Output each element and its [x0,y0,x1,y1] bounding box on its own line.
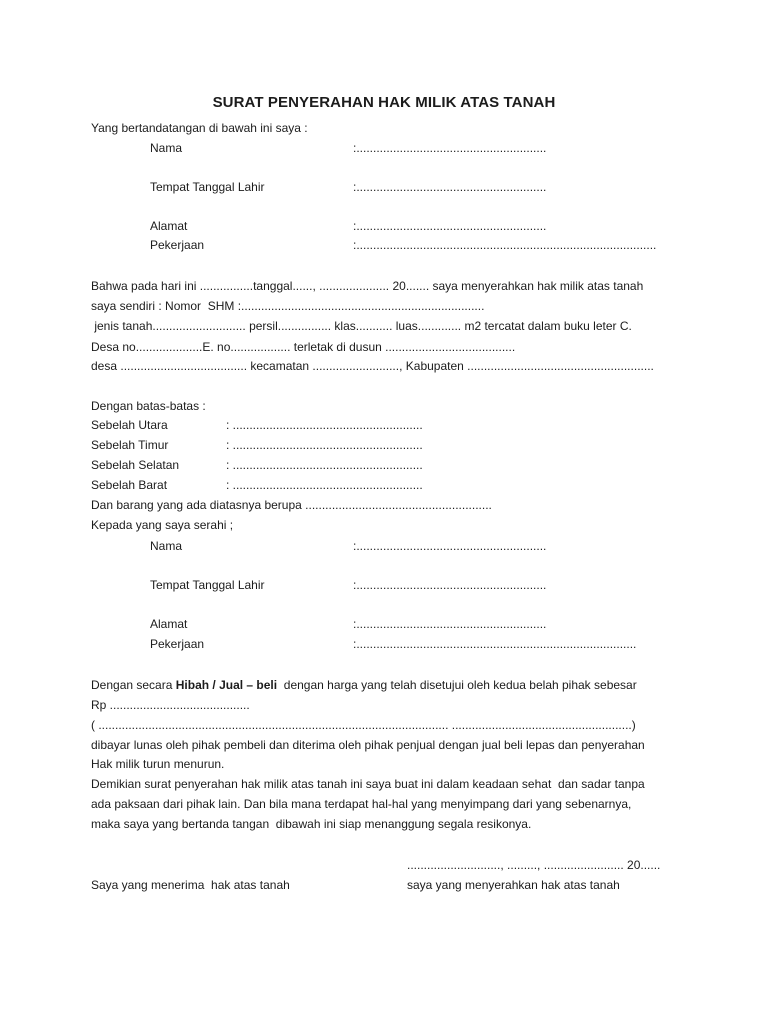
batas-barat-label: Sebelah Barat [91,478,168,492]
batas-barat-value: : ......................................................... [226,478,423,492]
kepada-line: Kepada yang saya serahi ; [91,518,234,532]
batas-heading: Dengan batas-batas : [91,399,206,413]
party2-ttl-value: :......................................................... [353,578,547,592]
payment-line-1-pre: Dengan secara [91,678,176,692]
batas-selatan-label: Sebelah Selatan [91,458,180,472]
intro-text: Yang bertandatangan di bawah ini saya : [91,121,308,135]
party1-alamat-value: :......................................................... [353,219,547,233]
body-line-4: Desa no....................E. no.................. terletak di dusun ....................................... [91,340,516,354]
party2-ttl-label: Tempat Tanggal Lahir [150,578,265,592]
payment-method-bold: Hibah / Jual – beli [175,678,278,692]
party2-pekerjaan-label: Pekerjaan [150,637,205,651]
signature-receiver: Saya yang menerima hak atas tanah [91,878,290,892]
payment-line-6: Demikian surat penyerahan hak milik atas tanah ini saya buat ini dalam keadaan sehat dan sadar tanpa [91,777,645,791]
party1-nama-label: Nama [150,141,183,155]
payment-line-3: ( ......................................................................................................... ......................................................) [91,718,636,732]
body-line-3: jenis tanah............................ persil................ klas........... luas............. m2 tercatat dalam buku leter C. [91,319,632,333]
barang-line: Dan barang yang ada diatasnya berupa ........................................................ [91,498,492,512]
party1-nama-value: :......................................................... [353,141,547,155]
body-line-2: saya sendiri : Nomor SHM :......................................................................... [91,299,485,313]
party2-nama-value: :......................................................... [353,539,547,553]
payment-line-8: maka saya yang bertanda tangan dibawah ini siap menanggung segala resikonya. [91,817,532,831]
party1-alamat-label: Alamat [150,219,188,233]
batas-selatan-value: : ......................................................... [226,458,423,472]
body-line-5: desa ...................................... kecamatan .........................., Kabupaten ........................................................ [91,359,654,373]
document-title: SURAT PENYERAHAN HAK MILIK ATAS TANAH [212,94,556,111]
party2-alamat-value: :......................................................... [353,617,547,631]
body-line-1: Bahwa pada hari ini ................tanggal......, ..................... 20....... saya menyerahkan hak milik atas tanah [91,279,644,293]
payment-line-1-post: dengan harga yang telah disetujui oleh kedua belah pihak sebesar [277,678,637,692]
batas-timur-label: Sebelah Timur [91,438,169,452]
batas-utara-label: Sebelah Utara [91,418,168,432]
batas-utara-value: : ......................................................... [226,418,423,432]
signature-date-line: ............................, ........., ........................ 20...... [407,858,661,872]
party1-pekerjaan-value: :.......................................................................................... [353,238,657,252]
party2-nama-label: Nama [150,539,183,553]
payment-line-5: Hak milik turun menurun. [91,757,225,771]
party2-alamat-label: Alamat [150,617,188,631]
party2-pekerjaan-value: :.................................................................................... [353,637,637,651]
batas-timur-value: : ......................................................... [226,438,423,452]
signature-giver: saya yang menyerahkan hak atas tanah [407,878,620,892]
party1-ttl-label: Tempat Tanggal Lahir [150,180,265,194]
payment-line-1 [91,677,637,693]
payment-line-2: Rp .......................................... [91,698,250,712]
party1-pekerjaan-label: Pekerjaan [150,238,205,252]
payment-line-7: ada paksaan dari pihak lain. Dan bila mana terdapat hal-hal yang menyimpang dari yang sebenarnya, [91,797,632,811]
payment-line-4: dibayar lunas oleh pihak pembeli dan diterima oleh pihak penjual dengan jual beli lepas dan penyerahan [91,738,645,752]
party1-ttl-value: :......................................................... [353,180,547,194]
